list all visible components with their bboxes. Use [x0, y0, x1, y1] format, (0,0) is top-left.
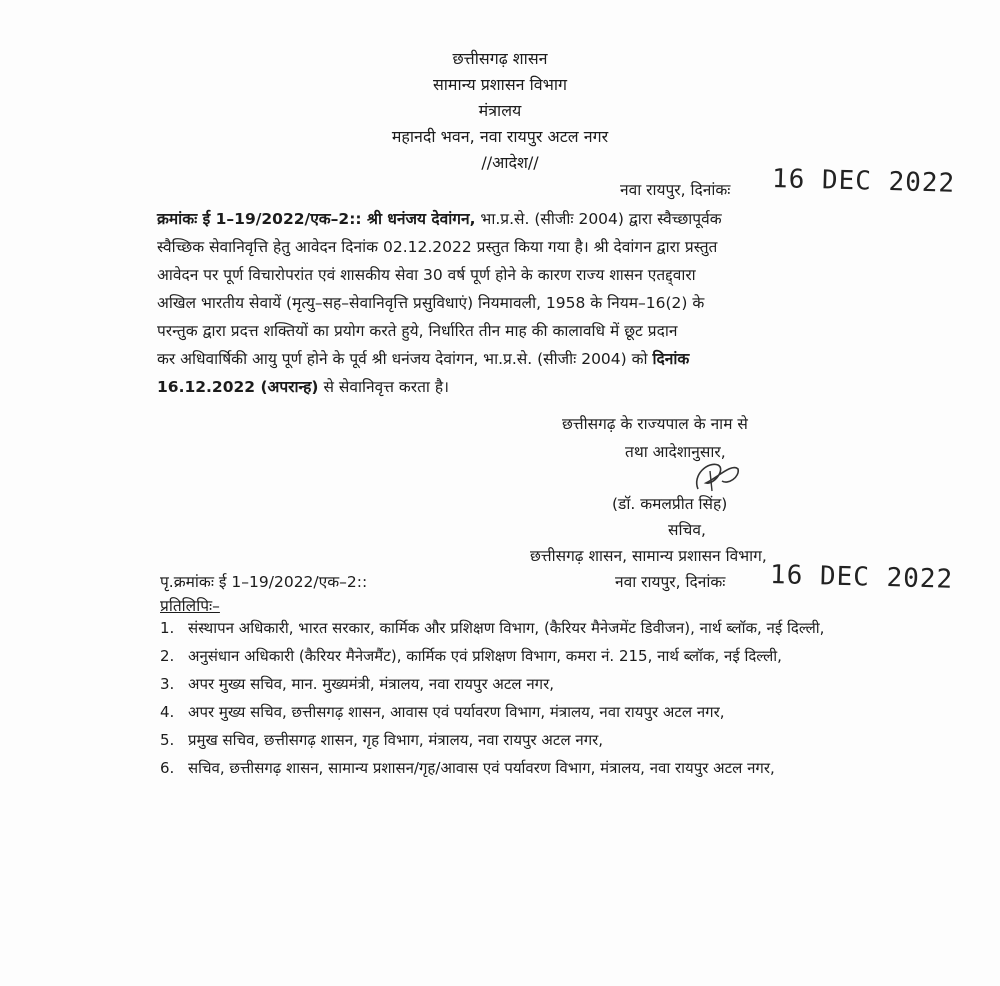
department-name: सामान्य प्रशासन विभाग [432, 75, 568, 94]
copy-to-heading: प्रतिलिपिः– [160, 597, 220, 615]
order-line-6 [157, 345, 887, 373]
retirement-date: 16.12.2022 (अपरान्ह) [157, 378, 319, 396]
endorsement-date-label: नवा रायपुर, दिनांकः [615, 573, 726, 591]
govt-name: छत्तीसगढ़ शासन [452, 49, 548, 68]
signature-authority: छत्तीसगढ़ के राज्यपाल के नाम से [562, 415, 748, 433]
list-item-number: 3. [160, 675, 175, 693]
list-item-text: सचिव, छत्तीसगढ़ शासन, सामान्य प्रशासन/गृह/आवास एवं पर्यावरण विभाग, मंत्रालय, नवा रायपुर अटल नगर, [188, 759, 775, 777]
order-body [157, 205, 887, 401]
order-text-1: भा.प्र.से. (सीजीः 2004) द्वारा स्वैच्छापूर्वक [480, 210, 722, 228]
order-line-4: अखिल भारतीय सेवायें (मृत्यु–सह–सेवानिवृत्ति प्रसुविधाएं) नियमावली, 1958 के नियम–16(2) के [157, 294, 705, 312]
list-item [160, 727, 910, 753]
list-item-number: 2. [160, 647, 175, 665]
list-item-number: 5. [160, 731, 175, 749]
date-stamp: 16 DEC 2022 [771, 164, 956, 199]
order-heading: //आदेश// [481, 153, 539, 172]
list-item [160, 671, 910, 697]
order-line-5: परन्तुक द्वारा प्रदत्त शक्तियों का प्रयोग करते हुये, निर्धारित तीन माह की कालावधि में छूट प्रदान [157, 322, 678, 340]
office-address: महानदी भवन, नवा रायपुर अटल नगर [391, 127, 609, 146]
order-line-3: आवेदन पर पूर्ण विचारोपरांत एवं शासकीय सेवा 30 वर्ष पूर्ण होने के कारण राज्य शासन एतद्द्वारा [157, 266, 696, 284]
list-item-text: अपर मुख्य सचिव, छत्तीसगढ़ शासन, आवास एवं पर्यावरण विभाग, मंत्रालय, नवा रायपुर अटल नगर, [188, 703, 725, 721]
list-item-text: अनुसंधान अधिकारी (कैरियर मैनेजमैंट), कार्मिक एवं प्रशिक्षण विभाग, कमरा नं. 215, नार्थ ब्लॉक, नई दिल्ली, [188, 647, 782, 665]
list-item [160, 643, 910, 669]
list-item-text: संस्थापन अधिकारी, भारत सरकार, कार्मिक और प्रशिक्षण विभाग, (कैरियर मैनेजमेंट डिवीजन), नार्थ ब्लॉक, नई दिल्ली, [188, 619, 825, 637]
endorsement-date-stamp: 16 DEC 2022 [769, 560, 954, 595]
date-label: नवा रायपुर, दिनांकः [620, 181, 731, 199]
list-item-number: 4. [160, 703, 175, 721]
signature-order-text: तथा आदेशानुसार, [625, 443, 726, 461]
retirement-date-label: दिनांक [652, 350, 690, 368]
signatory-department: छत्तीसगढ़ शासन, सामान्य प्रशासन विभाग, [530, 547, 767, 565]
order-text-6: कर अधिवार्षिकी आयु पूर्ण होने के पूर्व श्री धनंजय देवांगन, भा.प्र.से. (सीजीः 2004) को [157, 350, 648, 368]
list-item-text: अपर मुख्य सचिव, मान. मुख्यमंत्री, मंत्रालय, नवा रायपुर अटल नगर, [188, 675, 554, 693]
list-item-number: 6. [160, 759, 175, 777]
signatory-designation: सचिव, [668, 521, 706, 539]
list-item [160, 699, 910, 725]
order-closing: से सेवानिवृत्त करता है। [323, 378, 449, 396]
list-item [160, 755, 910, 781]
order-line-2: स्वैच्छिक सेवानिवृत्ति हेतु आवेदन दिनांक 02.12.2022 प्रस्तुत किया गया है। श्री देवांगन द्वारा प्रस्तुत [157, 238, 718, 256]
signatory-name: (डॉ. कमलप्रीत सिंह) [612, 495, 728, 513]
order-line-7 [157, 373, 887, 401]
endorsement-number: पृ.क्रमांकः ई 1–19/2022/एक–2:: [160, 573, 368, 591]
list-item-text: प्रमुख सचिव, छत्तीसगढ़ शासन, गृह विभाग, मंत्रालय, नवा रायपुर अटल नगर, [188, 731, 604, 749]
list-item [160, 615, 910, 641]
copy-to-list [160, 615, 910, 783]
order-line-1 [157, 205, 887, 233]
office-name: मंत्रालय [478, 101, 522, 120]
list-item-number: 1. [160, 619, 175, 637]
order-number: क्रमांकः ई 1–19/2022/एक–2:: श्री धनंजय देवांगन, [157, 210, 476, 228]
